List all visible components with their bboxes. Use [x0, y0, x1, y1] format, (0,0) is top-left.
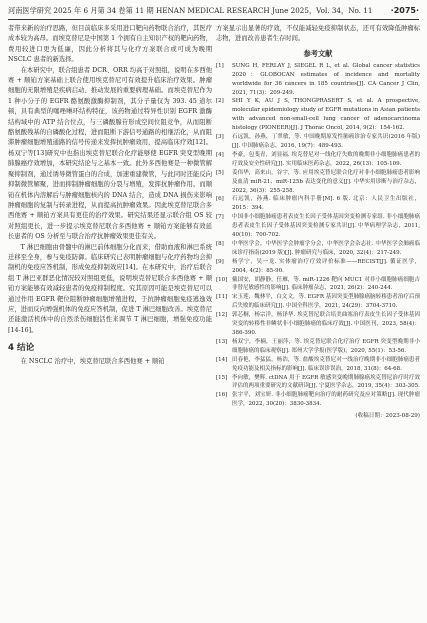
reference-number: [9] — [216, 258, 224, 265]
body-paragraph: 在本研究中，联合组患者 DCR、ORR 均高于对照组，说明在多西他赛 + 顺铂方案基础上联合使用埃克替尼可有效提升临床治疗效果。肿瘤细胞的无限增殖是疾病启动、推动发展的重要病理基础。而埃克替尼作为 1 种小分子的 EGFR 酪氨酸激酶抑制剂，其分子量仅为 393. 45 道尔顿，具有典型的噻唑啉环结构特征，该药物通过特异性识别 EGFR 激酶结构域中的 ATP 结合位点，与三磷酸腺苷形成空间位阻竞争，从而阻断酪氨酸残基的自磷酸化过程，进而阻断下游信号通路的相继活化，从而阻滞肿瘤细胞增殖通路的信号传递来发挥抗肿瘤效用，提高临床疗效[12]。杨双宁等[13]研究中也指出埃克替尼联合化疗能够使 EGFR 突变型晚期肺腺癌疗效增加，本研究结论与之基本一致。此外多西他赛是一种微管解聚抑制剂，通过诱导微管蛋白的合成，加速重建微管，与此同时还能反向抑制微管解聚，进而抑制肿瘤细胞的分裂与增殖，发挥抗肿瘤作用。而顺铂在机体内溶解后与肿瘤细胞核内的 DNA 结合，造成 DNA 损伤来影响肿瘤细胞的复制与转录进程，从而提高抗肿瘤效果。因此埃克替尼联合多西他赛 + 顺铂方案具有更佳的治疗效果。研究结果还显示联合组 OS 较对照组更长，进一步提示埃克替尼联合多西他赛 + 顺铂方案能够有效延长患者的 OS 分析至与联合治疗抗肿瘤效果更佳有关。 — [8, 66, 212, 241]
reference-item — [216, 169, 420, 196]
reference-number: [6] — [216, 196, 224, 203]
section-heading-conclusion: 4 结论 — [8, 343, 35, 354]
references-heading: 参考文献 — [303, 48, 333, 58]
reference-number: [16] — [216, 392, 228, 399]
reference-item — [216, 213, 420, 240]
reference-text: SHI Y K, AU J S, THONGPRASERT S, et al. A prospective, molecular epidemiology study of EGFR mutations in Asian patients with advanced non-small-cell lung cancer of adenocarcinoma histology (PIONEER)[J]. J Thorac Oncol, 2014, 9(2)：154-162. — [232, 98, 420, 132]
reference-item — [216, 62, 420, 98]
header-rule — [8, 19, 419, 20]
reference-number: [3] — [216, 134, 224, 141]
reference-item — [216, 293, 420, 311]
reference-number: [13] — [216, 338, 228, 345]
reference-item — [216, 374, 420, 392]
reference-number: [12] — [216, 312, 228, 319]
received-date: (收稿日期：2023-08-29) — [355, 413, 420, 420]
reference-text: 中华医学会，中华医学会肿瘤学分会，中华医学会杂志社. 中华医学会肺癌临床诊疗指南(2019 版)[J]. 肿瘤研究与临床，2020, 32(4)：217-249. — [232, 240, 420, 256]
body-paragraph: T 淋巴细胞由骨髓中的淋巴前体细胞分化而来，借助血液和淋巴系统迁移至全身，参与免疫防御。临床研究已表明肿瘤细胞与化疗药物均会抑制机的免疫应答机制，形成免疫抑制效应[14]。在本研究中，治疗后联合组 T 淋巴亚群恶化情况较对照组更低，说明埃克替尼联合多西他赛 + 顺铂方案能够有效减轻患者的免疫抑制程度。究其原因可能是埃克替尼可以通过作用 EGFR 靶位阻断肿瘤细胞增殖进程，于抗肿瘤细胞免疫逃逸效应，进而反向增强机体的免疫应答机制，促进 T 淋巴细胞改善。埃克替尼还能激活机体中的自然杀伤细胞活性来调节 T 淋巴细胞，增强免疫功能[14-16]。 — [8, 243, 212, 334]
reference-number: [5] — [216, 169, 224, 176]
reference-item — [216, 97, 420, 133]
reference-text: 石远凯，孙燕. 临床肿瘤内科手册[M]. 6 版. 北京：人民卫生出版社，2015：394. — [232, 196, 420, 212]
reference-text: 李豪，包斐青，刘显福. 埃克替尼对一线化疗失败的晚期非小细胞肺癌患者的疗效及安全性研究[J]. 实用临床医药杂志，2022, 26(13)：105-109. — [232, 151, 420, 167]
reference-number: [8] — [216, 240, 224, 247]
reference-item — [216, 356, 420, 374]
reference-item — [216, 276, 420, 294]
reference-text: 李向敏，樊辉. ctDNA 用于 EGFR 敏感突变晚期肺腺癌埃克替尼治疗时疗效评估的两项重要研究的文献研读[J]. 宁夏医学杂志，2019, 35(4)：303-305. — [232, 374, 420, 390]
left-column — [8, 24, 212, 368]
reference-number: [2] — [216, 98, 224, 105]
page-number: ·2075· — [390, 6, 419, 15]
reference-item — [216, 133, 420, 151]
reference-text: 杨学宁，吴一龙. 实体瘤治疗疗效评价标准——RECIST[J]. 循证医学，2004, 4(2)：85-90. — [232, 258, 420, 274]
reference-text: 郭芯桐，杨宗洋，杨泽华. 埃克替尼联合培美曲塞治疗表皮生长因子受体基因突变的转移性非鳞状非小细胞肺癌的临床疗效[J]. 中国医刊，2023, 58(4)：386-390. — [232, 312, 420, 336]
conclusion-paragraph: 在 NSCLC 治疗中，埃克替尼联合多西他赛 + 顺铂 — [20, 358, 165, 366]
reference-item — [216, 151, 420, 169]
reference-item — [216, 258, 420, 276]
reference-text: 姜伟华，高来山，谷宇，等. 应用埃克替尼联合化疗对非小细胞肺癌患者影响及血清 miR-21、miR-125b 表达变化的意义[J]. 中华实用诊断与治疗杂志，2022, 36(3)：255-258. — [232, 169, 420, 194]
body-paragraph: 方案显示出显著的疗效，不仅能减轻免疫抑制状态，还可有效降低肿瘤标志物，进而改善患者生存时间。 — [216, 25, 420, 43]
reference-item — [216, 338, 420, 356]
reference-item — [216, 195, 420, 213]
reference-text: 张宇平，刘宝妍. 非小细胞肺癌靶向治疗的耐药研究及应对策略[J]. 现代肿瘤医学，2022, 30(20)：3830-3834. — [232, 392, 420, 408]
reference-text: 戴国安，胡静静，任雁，等. miR-1226 靶向 MUC1 对非小细胞肺癌细胞吉非替尼敏感性的影响[J]. 临床肿瘤杂志，2021, 26(2)：240-244. — [232, 276, 420, 292]
reference-number: [14] — [216, 356, 228, 363]
reference-number: [1] — [216, 62, 224, 69]
running-header — [8, 5, 419, 17]
reference-text: 田春艳，李猛猛，杨浩，等. 盐酸埃克替尼对一线治疗晚期非小细胞肺癌患者免疫功能及相关指标的影响[J]. 临床误诊误治，2018, 31(8)：64-68. — [232, 356, 420, 372]
reference-number: [15] — [216, 374, 228, 381]
reference-text: 宋玉莲，魏林平，白文文，等. EGFR 基因突变型肺腺癌脑转移患者治疗后预后失败的临床研究[J]. 中国全科医学，2021, 24(29)：3704-3710. — [232, 294, 420, 310]
reference-item — [216, 240, 420, 258]
reference-text: 中国非小细胞肺癌患者表皮生长因子受体基因突变检测专家组. 非小细胞肺癌患者表皮生长因子受体基因突变检测专家共识[J]. 中华病理学杂志，2011, 40(10)：700-702. — [232, 214, 420, 239]
right-column — [216, 24, 420, 421]
reference-number: [7] — [216, 214, 224, 221]
reference-item — [216, 311, 420, 338]
reference-text: SUNG H, FERLAY J, SIEGEL R L, et al. Global cancer statistics 2020：GLOBOCAN estimates of incidence and mortality worldwide for 36 cancers in 185 countries[J]. CA Cancer J Clin, 2021, 71(3)：209-249. — [232, 62, 420, 96]
reference-text: 石远凯，孙燕，丁翠敏，等. 中国晚期原发性肺癌诊治专家共识(2016 年版)[J]. 中国肺癌杂志，2016, 19(7)：489-493. — [232, 134, 420, 149]
reference-number: [11] — [216, 294, 228, 301]
reference-text: 杨双宁，李楠，王丽萍，等. 埃克替尼联合化疗治疗 EGFR 突变型晚期非小细胞肺癌的临床观察[J]. 郑州大学学报(医学版)，2020, 55(1)：53-56. — [232, 338, 420, 354]
reference-number: [10] — [216, 276, 228, 283]
reference-list — [216, 62, 420, 409]
header-journal-info: 河南医学研究 2025 年 6 月第 34 卷第 11 期 HENAN MEDICAL RESEARCH June 2025，Vol. 34，No. 11 — [8, 6, 373, 15]
reference-item — [216, 391, 420, 409]
body-paragraph: 者带来新的治疗思路，但目前临床多采用进口靶向药物联合治疗，其医疗成本较为高昂。而埃克替尼是中国第 1 个拥有自主知识产权的靶向药物，费用较进口更为低廉，因此分析将其与化疗方案联合或可成为晚期 NSCLC 患者的新选择。 — [8, 25, 212, 64]
reference-number: [4] — [216, 151, 224, 158]
